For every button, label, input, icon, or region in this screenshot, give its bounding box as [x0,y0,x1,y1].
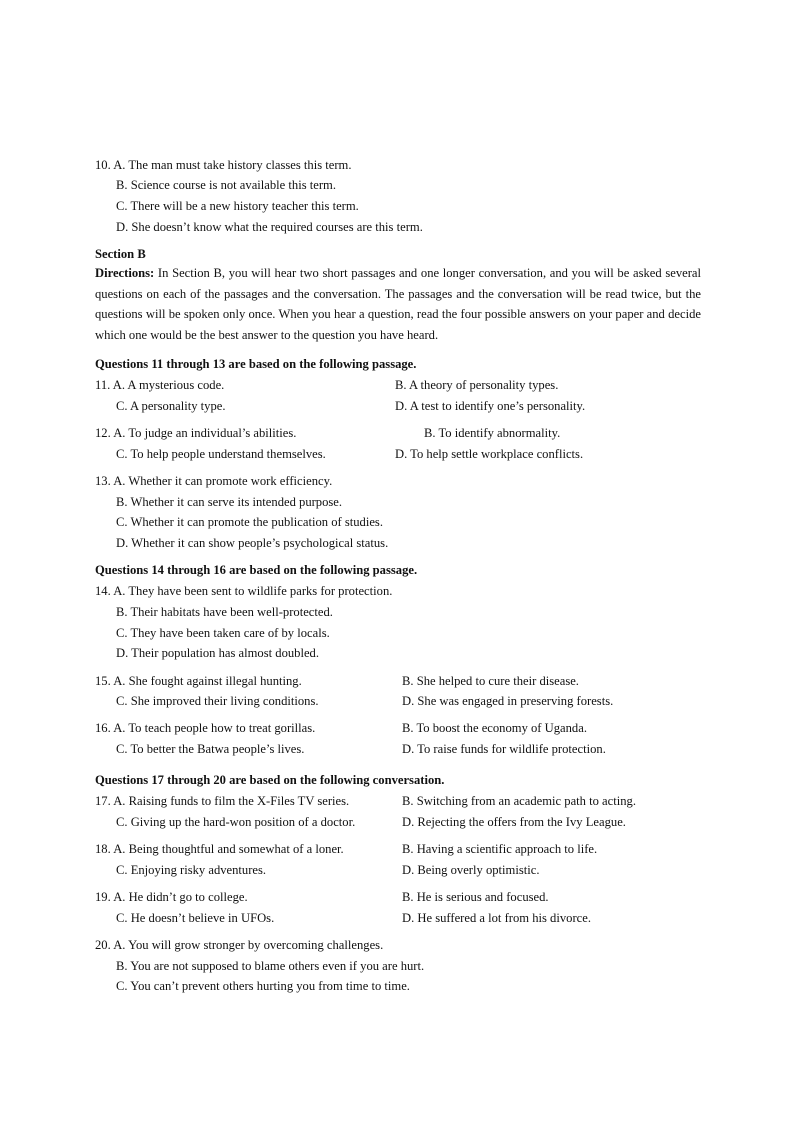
q16-option-c: C. To better the Batwa people’s lives. [116,742,305,756]
q16-option-b: B. To boost the economy of Uganda. [402,721,587,735]
directions-text: In Section B, you will hear two short passages and one longer conversation, and you will be asked several questions on each of the passages and the conversation. The passages and the conversation will be read twice, but the questions will be spoken only once. When you hear a question, read the four possible answers on your paper and decide which one would be the best answer to the question you have heard. [95,266,701,343]
q15-option-b: B. She helped to cure their disease. [402,674,579,688]
q18-option-b: B. Having a scientific approach to life. [402,842,598,856]
q15-option-d: D. She was engaged in preserving forests. [402,694,614,708]
q19-option-a: 19. A. He didn’t go to college. [95,890,248,904]
q16-option-d: D. To raise funds for wildlife protection. [402,742,606,756]
q12-option-c: C. To help people understand themselves. [116,447,326,461]
q11-option-d: D. A test to identify one’s personality. [395,399,586,413]
q20-option-a: 20. A. You will grow stronger by overcoming challenges. [95,938,384,952]
q10-option-a: 10. A. The man must take history classes this term. [95,158,352,172]
q17-option-d: D. Rejecting the offers from the Ivy League. [402,815,626,829]
group1-heading: Questions 11 through 13 are based on the following passage. [95,357,417,371]
q12-option-d: D. To help settle workplace conflicts. [395,447,584,461]
q17-option-b: B. Switching from an academic path to acting. [402,794,636,808]
q20-option-c: C. You can’t prevent others hurting you from time to time. [116,979,410,993]
q17-option-a: 17. A. Raising funds to film the X-Files TV series. [95,794,350,808]
q15-option-a: 15. A. She fought against illegal hunting. [95,674,302,688]
q11-option-a: 11. A. A mysterious code. [95,378,225,392]
q10-option-b: B. Science course is not available this term. [116,178,336,192]
q14-option-a: 14. A. They have been sent to wildlife parks for protection. [95,584,393,598]
q19-option-b: B. He is serious and focused. [402,890,549,904]
q12-option-a: 12. A. To judge an individual’s abilities. [95,426,297,440]
q15-option-c: C. She improved their living conditions. [116,694,319,708]
q13-option-c: C. Whether it can promote the publication of studies. [116,515,383,529]
q18-option-c: C. Enjoying risky adventures. [116,863,267,877]
q11-option-c: C. A personality type. [116,399,226,413]
q10-option-d: D. She doesn’t know what the required courses are this term. [116,220,423,234]
group2-heading: Questions 14 through 16 are based on the following passage. [95,563,418,577]
q20-option-b: B. You are not supposed to blame others even if you are hurt. [116,959,425,973]
q14-option-c: C. They have been taken care of by locals. [116,626,330,640]
group3-heading: Questions 17 through 20 are based on the following conversation. [95,773,445,787]
q13-option-d: D. Whether it can show people’s psychological status. [116,536,389,550]
section-b-title: Section B [95,247,146,261]
q14-option-d: D. Their population has almost doubled. [116,646,319,660]
directions-label: Directions: [95,266,155,280]
q12-option-b: B. To identify abnormality. [424,426,561,440]
q18-option-a: 18. A. Being thoughtful and somewhat of a loner. [95,842,344,856]
q18-option-d: D. Being overly optimistic. [402,863,540,877]
section-b-directions [95,263,701,346]
q16-option-a: 16. A. To teach people how to treat gorillas. [95,721,316,735]
q17-option-c: C. Giving up the hard-won position of a doctor. [116,815,356,829]
q19-option-d: D. He suffered a lot from his divorce. [402,911,591,925]
q13-option-b: B. Whether it can serve its intended purpose. [116,495,343,509]
q11-option-b: B. A theory of personality types. [395,378,559,392]
q14-option-b: B. Their habitats have been well-protected. [116,605,333,619]
q10-option-c: C. There will be a new history teacher this term. [116,199,359,213]
q13-option-a: 13. A. Whether it can promote work efficiency. [95,474,333,488]
q19-option-c: C. He doesn’t believe in UFOs. [116,911,275,925]
